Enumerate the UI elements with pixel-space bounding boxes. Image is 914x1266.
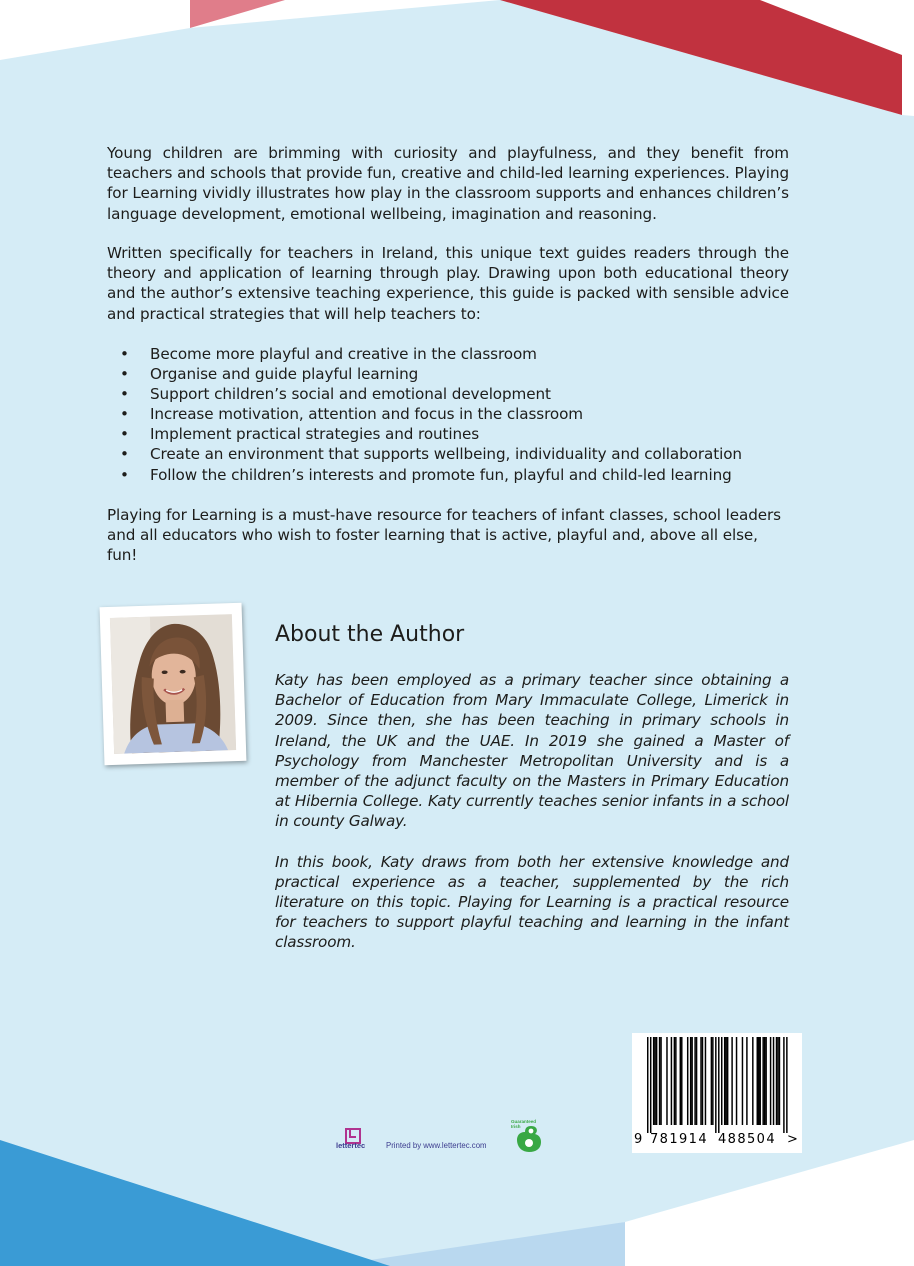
barcode-bar [653,1037,654,1125]
author-bio [275,670,789,973]
list-item-text: Create an environment that supports wellbeing, individuality and collaboration [150,445,742,464]
barcode-bar [736,1037,737,1125]
blurb-body-text: Written specifically for teachers in Ireland, this unique text guides readers through the theory and application of learning through play. Drawing upon both educational theory and the author’s extensive teaching experience, this guide is packed with sensible advice and practical strategies that will help teachers to: [107,244,789,323]
barcode-bar [783,1037,784,1133]
printed-by-text: Printed by www.lettertec.com [386,1141,487,1150]
barcode-bar [777,1037,778,1125]
bullet-icon: • [120,425,129,444]
barcode-bar [764,1037,765,1125]
barcode-bar [727,1037,728,1125]
author-bio-paragraph: In this book, Katy draws from both her extensive knowledge and practical experience as a teacher, supplemented by the rich literature on this topic. Playing for Learning is a practical resource for teachers to support playful teaching and learning in the infant classroom. [275,852,789,952]
benefits-list [120,344,800,485]
barcode-bar [746,1037,747,1125]
blurb-closing [107,505,789,566]
barcode-bar [700,1037,701,1125]
barcode-bar [757,1037,758,1125]
barcode-bar [681,1037,682,1125]
barcode-bar [660,1037,661,1125]
barcode-bar [724,1037,725,1125]
barcode-bar [711,1037,712,1125]
bullet-icon: • [120,365,129,384]
author-photo [110,614,236,754]
barcode-bar [731,1037,732,1125]
barcode-bar [705,1037,706,1125]
barcode-bar [694,1037,695,1125]
barcode-bar [647,1037,648,1133]
barcode-bar [712,1037,713,1125]
barcode-bar [759,1037,760,1125]
barcode-bar [691,1037,692,1125]
bullet-icon: • [120,405,129,424]
barcode-bar [702,1037,703,1125]
barcode-bar [654,1037,655,1125]
barcode-bar [725,1037,726,1125]
barcode-bar [752,1037,753,1125]
list-item [120,384,800,404]
lettertec-wordmark: lettertec [336,1141,366,1150]
blurb-intro-text: Young children are brimming with curiosity and playfulness, and they benefit from teachers and schools that provide fun, creative and child-led learning experiences. Playing for Learning vividly illustrates how play in the classroom supports and enhances children’s language development, emotional wellbeing, imagination and reasoning. [107,144,789,223]
barcode-bar [779,1037,780,1125]
list-item [120,404,800,424]
barcode-bar [765,1037,766,1125]
isbn-first-digit: 9 [634,1132,644,1147]
bullet-icon: • [120,465,129,484]
closing-text: Playing for Learning is a must-have resource for teachers of infant classes, school leaders and all educators who wish to foster learning that is active, playful and, above all else, fun! [107,506,781,565]
bullet-icon: • [120,445,129,464]
barcode-bar [718,1037,719,1133]
list-item [120,364,800,384]
barcode-bar [773,1037,774,1125]
barcode-bar [715,1037,716,1133]
list-item-text: Follow the children’s interests and promote fun, playful and child-led learning [150,465,732,484]
barcode-bars [632,1033,802,1133]
list-item [120,344,800,364]
printer-credit [336,1120,556,1156]
barcode-bar [687,1037,688,1125]
list-item-text: Become more playful and creative in the classroom [150,345,537,363]
isbn-digits [632,1132,802,1150]
isbn-end-mark: > [787,1132,798,1147]
blurb-paragraph-2 [107,243,789,324]
bullet-icon: • [120,345,129,363]
list-item [120,424,800,444]
barcode-bar [690,1037,691,1125]
barcode-bar [696,1037,697,1125]
guaranteed-irish-logo [511,1120,549,1154]
barcode-bar [671,1037,672,1125]
list-item [120,444,800,464]
blurb-paragraph-1 [107,143,789,224]
list-item-text: Organise and guide playful learning [150,365,419,384]
barcode-bar [659,1037,660,1125]
list-item-text: Increase motivation, attention and focus in the classroom [150,405,583,424]
barcode-bar [650,1037,651,1133]
barcode-bar [666,1037,667,1125]
about-author-heading: About the Author [275,622,465,647]
barcode-bar [680,1037,681,1125]
barcode-bar [721,1037,722,1125]
barcode-bar [786,1037,787,1133]
list-item-text: Support children’s social and emotional development [150,385,551,404]
barcode-bar [675,1037,676,1125]
isbn-right-group: 488504 [718,1132,777,1147]
bullet-icon: • [120,385,129,404]
author-bio-paragraph: Katy has been employed as a primary teacher since obtaining a Bachelor of Education from Mary Immaculate College, Limerick in 2009. Since then, she has been teaching in primary schools in Ireland, the UK and the UAE. In 2019 she gained a Master of Psychology from Manchester Metropolitan University and is a member of the adjunct faculty on the Masters in Primary Education at Hibernia College. Katy currently teaches senior infants in a school in county Galway. [275,671,789,831]
barcode-bar [742,1037,743,1125]
barcode-bar [770,1037,771,1125]
author-photo-frame [100,603,247,765]
author-portrait-illustration [110,614,236,754]
barcode-bar [656,1037,657,1125]
guaranteed-irish-icon [511,1120,549,1154]
isbn-barcode [632,1033,802,1153]
list-item [120,465,800,485]
barcode-bar [674,1037,675,1125]
isbn-left-group: 781914 [650,1132,709,1147]
barcode-bar [758,1037,759,1125]
barcode-bar [762,1037,763,1125]
guaranteed-irish-label: Guaranteed Irish [511,1119,537,1129]
list-item-text: Implement practical strategies and routines [150,425,480,444]
barcode-bar [776,1037,777,1125]
